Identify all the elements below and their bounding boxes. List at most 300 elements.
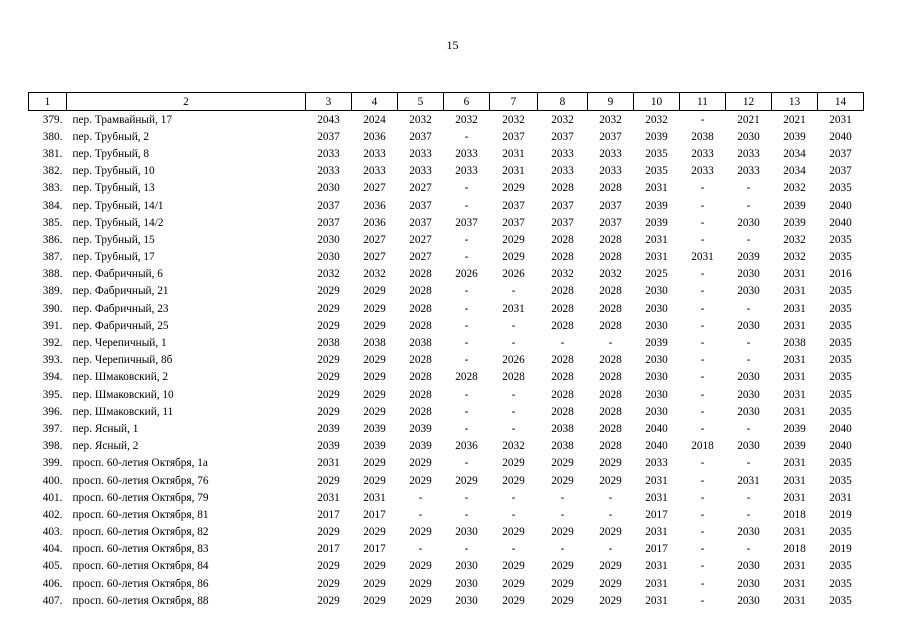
column-header-8: 8	[538, 93, 588, 111]
column-header-11: 11	[680, 93, 726, 111]
year-cell: 2032	[317, 268, 340, 281]
year-cell: 2043	[317, 113, 340, 126]
year-cell: -	[511, 285, 516, 298]
year-cell: 2037	[409, 216, 432, 229]
table-row	[29, 283, 864, 300]
year-cell: 2037	[599, 130, 622, 143]
year-cell: 2021	[783, 113, 806, 126]
year-cell: -	[464, 130, 469, 143]
year-cell: 2034	[783, 165, 806, 178]
year-cell: 2031	[317, 457, 340, 470]
year-cell: 2025	[645, 268, 668, 281]
column-header-7: 7	[490, 93, 538, 111]
address-cell: просп. 60-летия Октября, 76	[72, 474, 209, 487]
year-cell: 2029	[363, 526, 386, 539]
year-cell: 2038	[409, 337, 432, 350]
year-cell: 2039	[409, 422, 432, 435]
year-cell: 2029	[363, 577, 386, 590]
table-row	[29, 249, 864, 266]
year-cell: -	[746, 233, 751, 246]
year-cell: -	[700, 543, 705, 556]
year-cell: 2031	[783, 319, 806, 332]
year-cell: -	[608, 491, 613, 504]
year-cell: 2029	[502, 560, 525, 573]
year-cell: -	[464, 182, 469, 195]
year-cell: 2028	[551, 388, 574, 401]
row-number: 385.	[42, 216, 63, 229]
year-cell: 2031	[783, 405, 806, 418]
year-cell: 2032	[599, 113, 622, 126]
address-cell: пер. Фабричный, 21	[72, 285, 169, 298]
year-cell: -	[608, 337, 613, 350]
table-row	[29, 214, 864, 231]
year-cell: 2031	[645, 526, 668, 539]
year-cell: 2032	[455, 113, 478, 126]
year-cell: 2027	[363, 251, 386, 264]
year-cell: 2030	[455, 594, 478, 607]
year-cell: 2031	[783, 594, 806, 607]
address-cell: пер. Трубный, 14/1	[72, 199, 164, 212]
year-cell: 2039	[363, 422, 386, 435]
year-cell: -	[700, 388, 705, 401]
year-cell: 2030	[645, 388, 668, 401]
year-cell: 2035	[829, 319, 852, 332]
year-cell: 2028	[502, 371, 525, 384]
year-cell: 2037	[551, 216, 574, 229]
year-cell: -	[418, 543, 423, 556]
year-cell: 2035	[829, 560, 852, 573]
address-cell: пер. Трубный, 2	[72, 130, 150, 143]
row-number: 392.	[42, 337, 63, 350]
column-header-9: 9	[588, 93, 634, 111]
year-cell: 2038	[783, 337, 806, 350]
year-cell: 2028	[551, 302, 574, 315]
year-cell: -	[700, 337, 705, 350]
year-cell: 2031	[783, 560, 806, 573]
year-cell: 2030	[645, 371, 668, 384]
year-cell: 2039	[317, 422, 340, 435]
year-cell: 2029	[317, 526, 340, 539]
year-cell: 2039	[783, 130, 806, 143]
year-cell: 2037	[317, 130, 340, 143]
year-cell: -	[700, 113, 705, 126]
table-row	[29, 592, 864, 609]
year-cell: 2033	[363, 147, 386, 160]
year-cell: -	[560, 337, 565, 350]
year-cell: -	[511, 388, 516, 401]
year-cell: 2029	[502, 457, 525, 470]
year-cell: 2031	[645, 491, 668, 504]
year-cell: 2033	[317, 147, 340, 160]
year-cell: 2033	[691, 165, 714, 178]
column-header-5: 5	[398, 93, 444, 111]
table-row	[29, 420, 864, 437]
year-cell: 2030	[455, 560, 478, 573]
table-row	[29, 197, 864, 214]
year-cell: 2038	[551, 422, 574, 435]
year-cell: 2026	[455, 268, 478, 281]
table-row	[29, 128, 864, 145]
row-number: 403.	[42, 526, 63, 539]
year-cell: 2030	[645, 405, 668, 418]
year-cell: -	[700, 371, 705, 384]
year-cell: 2036	[363, 216, 386, 229]
row-number: 387.	[42, 251, 63, 264]
year-cell: 2028	[409, 319, 432, 332]
year-cell: 2039	[737, 251, 760, 264]
year-cell: 2035	[829, 354, 852, 367]
year-cell: 2037	[599, 216, 622, 229]
row-number: 394.	[42, 371, 63, 384]
year-cell: 2017	[363, 543, 386, 556]
address-cell: пер. Шмаковский, 2	[72, 371, 169, 384]
address-cell: пер. Трубный, 13	[72, 182, 155, 195]
year-cell: 2034	[783, 147, 806, 160]
year-cell: 2018	[783, 543, 806, 556]
year-cell: 2027	[409, 233, 432, 246]
row-number: 395.	[42, 388, 63, 401]
row-number: 379.	[42, 113, 63, 126]
year-cell: 2029	[409, 577, 432, 590]
year-cell: 2030	[645, 285, 668, 298]
year-cell: 2029	[363, 388, 386, 401]
year-cell: 2040	[829, 440, 852, 453]
column-header-14: 14	[818, 93, 864, 111]
row-number: 382.	[42, 165, 63, 178]
address-cell: пер. Ясный, 1	[72, 422, 139, 435]
year-cell: 2028	[409, 302, 432, 315]
year-cell: -	[700, 354, 705, 367]
row-number: 390.	[42, 302, 63, 315]
year-cell: 2030	[737, 371, 760, 384]
year-cell: 2030	[455, 526, 478, 539]
year-cell: -	[700, 285, 705, 298]
year-cell: 2027	[363, 233, 386, 246]
year-cell: 2028	[599, 233, 622, 246]
address-cell: просп. 60-летия Октября, 84	[72, 560, 209, 573]
year-cell: 2031	[783, 491, 806, 504]
year-cell: 2033	[599, 147, 622, 160]
year-cell: 2029	[317, 405, 340, 418]
year-cell: 2028	[599, 405, 622, 418]
year-cell: 2031	[783, 371, 806, 384]
year-cell: 2021	[737, 113, 760, 126]
year-cell: 2033	[409, 165, 432, 178]
row-number: 401.	[42, 491, 63, 504]
address-cell: просп. 60-летия Октября, 81	[72, 508, 209, 521]
year-cell: 2032	[645, 113, 668, 126]
address-cell: пер. Шмаковский, 11	[72, 405, 174, 418]
year-cell: 2017	[317, 508, 340, 521]
year-cell: 2031	[829, 113, 852, 126]
row-number: 381.	[42, 147, 63, 160]
column-header-4: 4	[352, 93, 398, 111]
year-cell: -	[700, 216, 705, 229]
year-cell: 2031	[645, 233, 668, 246]
year-cell: 2030	[455, 577, 478, 590]
year-cell: 2037	[502, 199, 525, 212]
year-cell: 2028	[551, 371, 574, 384]
year-cell: 2028	[599, 302, 622, 315]
year-cell: 2029	[551, 594, 574, 607]
address-cell: пер. Трубный, 17	[72, 251, 155, 264]
year-cell: 2035	[829, 337, 852, 350]
year-cell: -	[700, 302, 705, 315]
year-cell: 2031	[737, 474, 760, 487]
year-cell: 2040	[645, 422, 668, 435]
table-row	[29, 163, 864, 180]
year-cell: 2029	[409, 474, 432, 487]
year-cell: 2029	[317, 577, 340, 590]
year-cell: 2032	[783, 182, 806, 195]
year-cell: 2029	[455, 474, 478, 487]
column-header-13: 13	[772, 93, 818, 111]
year-cell: 2035	[829, 474, 852, 487]
year-cell: 2029	[363, 319, 386, 332]
year-cell: 2029	[317, 354, 340, 367]
year-cell: 2031	[645, 474, 668, 487]
year-cell: -	[464, 405, 469, 418]
address-cell: пер. Черепичный, 8б	[72, 354, 173, 367]
table-row	[29, 524, 864, 541]
year-cell: -	[746, 491, 751, 504]
year-cell: 2030	[317, 182, 340, 195]
year-cell: -	[511, 422, 516, 435]
year-cell: 2036	[363, 199, 386, 212]
row-number: 386.	[42, 233, 63, 246]
table-row	[29, 231, 864, 248]
year-cell: 2030	[737, 440, 760, 453]
address-cell: пер. Черепичный, 1	[72, 337, 167, 350]
year-cell: 2035	[829, 457, 852, 470]
year-cell: 2028	[599, 285, 622, 298]
year-cell: -	[511, 491, 516, 504]
table-row	[29, 506, 864, 523]
year-cell: 2035	[829, 388, 852, 401]
year-cell: 2029	[502, 474, 525, 487]
year-cell: 2033	[455, 165, 478, 178]
year-cell: 2033	[737, 165, 760, 178]
table-row	[29, 386, 864, 403]
year-cell: 2031	[502, 165, 525, 178]
row-number: 396.	[42, 405, 63, 418]
address-cell: пер. Ясный, 2	[72, 440, 139, 453]
year-cell: 2035	[645, 165, 668, 178]
year-cell: -	[700, 560, 705, 573]
year-cell: 2029	[363, 474, 386, 487]
year-cell: -	[700, 577, 705, 590]
year-cell: 2036	[363, 130, 386, 143]
year-cell: 2027	[363, 182, 386, 195]
year-cell: 2035	[829, 285, 852, 298]
year-cell: 2028	[599, 422, 622, 435]
year-cell: 2029	[599, 594, 622, 607]
year-cell: 2028	[551, 319, 574, 332]
year-cell: -	[464, 354, 469, 367]
year-cell: 2029	[363, 285, 386, 298]
row-number: 384.	[42, 199, 63, 212]
year-cell: 2040	[829, 422, 852, 435]
year-cell: -	[746, 182, 751, 195]
row-number: 407.	[42, 594, 63, 607]
year-cell: 2028	[599, 371, 622, 384]
year-cell: 2029	[317, 285, 340, 298]
year-cell: 2031	[645, 560, 668, 573]
year-cell: -	[464, 491, 469, 504]
table-row	[29, 541, 864, 558]
year-cell: 2029	[409, 560, 432, 573]
year-cell: -	[464, 199, 469, 212]
year-cell: -	[746, 422, 751, 435]
year-cell: 2029	[551, 474, 574, 487]
row-number: 399.	[42, 457, 63, 470]
year-cell: 2039	[645, 216, 668, 229]
year-cell: 2030	[645, 354, 668, 367]
column-header-6: 6	[444, 93, 490, 111]
year-cell: 2028	[551, 251, 574, 264]
year-cell: -	[511, 337, 516, 350]
year-cell: 2029	[317, 594, 340, 607]
year-cell: 2028	[599, 319, 622, 332]
address-cell: пер. Трамвайный, 17	[72, 113, 173, 126]
year-cell: 2029	[599, 526, 622, 539]
year-cell: 2032	[363, 268, 386, 281]
year-cell: 2028	[551, 354, 574, 367]
year-cell: 2039	[645, 130, 668, 143]
year-cell: 2030	[737, 405, 760, 418]
year-cell: 2030	[645, 319, 668, 332]
year-cell: 2035	[829, 371, 852, 384]
year-cell: 2035	[829, 526, 852, 539]
year-cell: 2026	[502, 268, 525, 281]
year-cell: 2033	[317, 165, 340, 178]
year-cell: 2029	[551, 577, 574, 590]
year-cell: 2030	[737, 594, 760, 607]
row-number: 388.	[42, 268, 63, 281]
year-cell: 2030	[737, 560, 760, 573]
year-cell: 2031	[783, 526, 806, 539]
year-cell: -	[700, 474, 705, 487]
year-cell: -	[464, 388, 469, 401]
year-cell: -	[464, 285, 469, 298]
year-cell: -	[464, 508, 469, 521]
year-cell: 2035	[829, 251, 852, 264]
year-cell: 2028	[409, 388, 432, 401]
year-cell: 2028	[599, 182, 622, 195]
year-cell: 2035	[829, 233, 852, 246]
address-cell: пер. Трубный, 10	[72, 165, 155, 178]
table-row	[29, 317, 864, 334]
year-cell: 2039	[317, 440, 340, 453]
year-cell: 2031	[783, 577, 806, 590]
year-cell: 2037	[551, 199, 574, 212]
year-cell: -	[700, 526, 705, 539]
row-number: 402.	[42, 508, 63, 521]
year-cell: 2033	[409, 147, 432, 160]
table-row	[29, 438, 864, 455]
year-cell: 2028	[551, 182, 574, 195]
year-cell: 2037	[502, 216, 525, 229]
row-number: 393.	[42, 354, 63, 367]
table-row	[29, 369, 864, 386]
year-cell: 2038	[691, 130, 714, 143]
year-cell: 2030	[737, 285, 760, 298]
year-cell: 2017	[363, 508, 386, 521]
year-cell: 2017	[317, 543, 340, 556]
table-body	[29, 111, 864, 610]
year-cell: 2028	[409, 405, 432, 418]
table-row	[29, 266, 864, 283]
year-cell: 2033	[645, 457, 668, 470]
year-cell: -	[700, 594, 705, 607]
year-cell: 2035	[829, 594, 852, 607]
year-cell: 2029	[363, 354, 386, 367]
year-cell: 2037	[599, 199, 622, 212]
year-cell: 2028	[551, 233, 574, 246]
address-cell: просп. 60-летия Октября, 79	[72, 491, 209, 504]
year-cell: 2029	[363, 371, 386, 384]
year-cell: -	[700, 268, 705, 281]
year-cell: -	[511, 319, 516, 332]
address-cell: просп. 60-летия Октября, 86	[72, 577, 209, 590]
year-cell: 2028	[409, 354, 432, 367]
year-cell: 2031	[645, 251, 668, 264]
year-cell: 2037	[829, 147, 852, 160]
year-cell: 2029	[317, 371, 340, 384]
table-row	[29, 180, 864, 197]
year-cell: 2029	[502, 526, 525, 539]
year-cell: 2029	[363, 405, 386, 418]
year-cell: 2033	[363, 165, 386, 178]
table-row	[29, 300, 864, 317]
row-number: 380.	[42, 130, 63, 143]
year-cell: 2029	[502, 233, 525, 246]
year-cell: -	[418, 491, 423, 504]
row-number: 389.	[42, 285, 63, 298]
year-cell: 2029	[363, 302, 386, 315]
year-cell: -	[464, 319, 469, 332]
schedule-table	[28, 92, 864, 609]
year-cell: 2039	[783, 440, 806, 453]
year-cell: 2038	[317, 337, 340, 350]
year-cell: 2029	[363, 560, 386, 573]
table-row	[29, 111, 864, 129]
year-cell: 2030	[737, 216, 760, 229]
year-cell: -	[746, 302, 751, 315]
year-cell: 2032	[502, 440, 525, 453]
year-cell: 2030	[737, 526, 760, 539]
address-cell: пер. Фабричный, 23	[72, 302, 169, 315]
year-cell: 2038	[363, 337, 386, 350]
year-cell: 2029	[599, 560, 622, 573]
year-cell: -	[746, 199, 751, 212]
page-number: 15	[446, 38, 459, 52]
year-cell: 2030	[737, 268, 760, 281]
year-cell: -	[464, 543, 469, 556]
year-cell: 2027	[409, 182, 432, 195]
year-cell: 2037	[502, 130, 525, 143]
year-cell: -	[700, 199, 705, 212]
year-cell: -	[746, 508, 751, 521]
year-cell: 2033	[551, 165, 574, 178]
year-cell: 2035	[829, 405, 852, 418]
year-cell: 2039	[645, 337, 668, 350]
year-cell: 2029	[502, 251, 525, 264]
year-cell: 2031	[783, 354, 806, 367]
year-cell: -	[511, 405, 516, 418]
row-number: 406.	[42, 577, 63, 590]
table-header	[29, 93, 864, 111]
